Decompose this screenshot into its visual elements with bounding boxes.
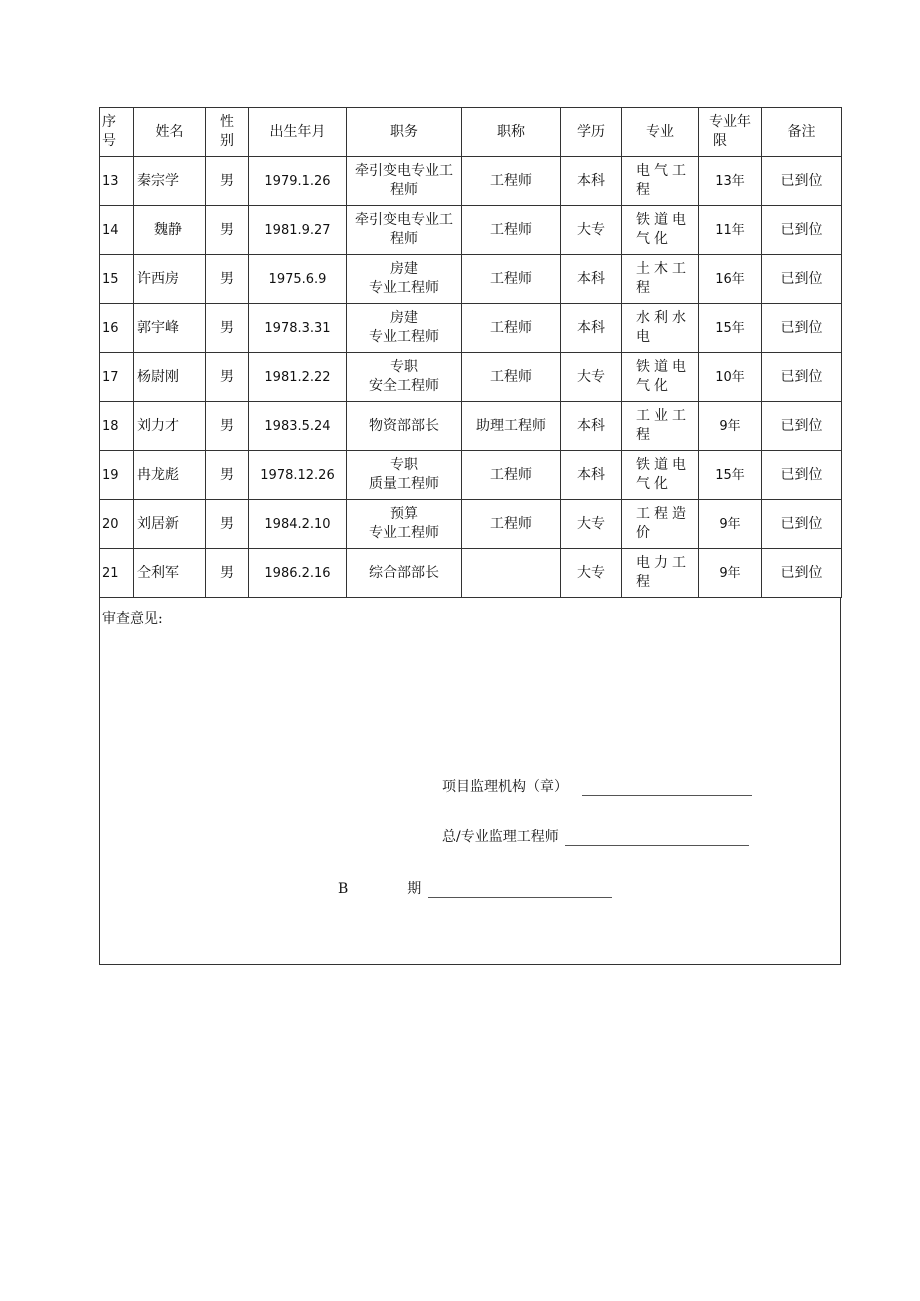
date-suffix: 期 [407,881,422,897]
cell-name: 魏静 [134,206,206,255]
table-row [100,500,842,549]
cell-birth: 1984.2.10 [249,500,347,549]
cell-education: 大专 [561,549,622,598]
cell-name: 刘居新 [134,500,206,549]
cell-position: 房建 专业工程师 [347,255,462,304]
cell-years: 15年 [699,304,762,353]
header-years: 专业年 限 [699,108,762,157]
table-row [100,402,842,451]
date-prefix: B [338,881,349,897]
engineer-label: 总/专业监理工程师 [442,829,559,845]
table-row [100,304,842,353]
header-position: 职务 [347,108,462,157]
cell-major: 铁道电 气化 [622,451,699,500]
table-row [100,255,842,304]
cell-title: 工程师 [462,157,561,206]
cell-birth: 1978.3.31 [249,304,347,353]
cell-years: 13年 [699,157,762,206]
cell-remark: 已到位 [762,500,842,549]
table-row [100,206,842,255]
cell-major: 铁道电 气化 [622,206,699,255]
cell-birth: 1986.2.16 [249,549,347,598]
cell-major: 土木工 程 [622,255,699,304]
header-seq: 序 号 [100,108,134,157]
cell-seq: 16 [100,304,134,353]
cell-name: 郭宇峰 [134,304,206,353]
header-birth: 出生年月 [249,108,347,157]
cell-seq: 14 [100,206,134,255]
cell-birth: 1981.9.27 [249,206,347,255]
cell-seq: 15 [100,255,134,304]
personnel-form [99,107,841,965]
cell-name: 许西房 [134,255,206,304]
cell-major: 电力工 程 [622,549,699,598]
cell-remark: 已到位 [762,255,842,304]
cell-seq: 20 [100,500,134,549]
review-label: 审查意见: [102,611,163,627]
cell-seq: 21 [100,549,134,598]
header-education: 学历 [561,108,622,157]
cell-position: 专职 安全工程师 [347,353,462,402]
cell-major: 工业工 程 [622,402,699,451]
cell-gender: 男 [206,451,249,500]
cell-title: 工程师 [462,255,561,304]
cell-education: 大专 [561,206,622,255]
cell-gender: 男 [206,304,249,353]
cell-position: 预算 专业工程师 [347,500,462,549]
cell-years: 15年 [699,451,762,500]
cell-years: 11年 [699,206,762,255]
cell-seq: 13 [100,157,134,206]
cell-position: 综合部部长 [347,549,462,598]
cell-major: 水利水 电 [622,304,699,353]
cell-title: 工程师 [462,451,561,500]
cell-title: 工程师 [462,304,561,353]
cell-position: 牵引变电专业工 程师 [347,157,462,206]
header-remark: 备注 [762,108,842,157]
cell-name: 杨尉刚 [134,353,206,402]
cell-birth: 1978.12.26 [249,451,347,500]
engineer-signature-blank[interactable] [565,831,749,846]
cell-title: 工程师 [462,353,561,402]
table-header-row [100,108,842,157]
cell-position: 牵引变电专业工 程师 [347,206,462,255]
cell-gender: 男 [206,255,249,304]
cell-title: 工程师 [462,206,561,255]
cell-gender: 男 [206,206,249,255]
cell-years: 9年 [699,402,762,451]
cell-remark: 已到位 [762,549,842,598]
cell-gender: 男 [206,157,249,206]
cell-major: 工程造 价 [622,500,699,549]
cell-name: 冉龙彪 [134,451,206,500]
cell-remark: 已到位 [762,157,842,206]
cell-education: 本科 [561,157,622,206]
table-row [100,157,842,206]
cell-position: 物资部部长 [347,402,462,451]
cell-title: 助理工程师 [462,402,561,451]
table-row [100,549,842,598]
cell-remark: 已到位 [762,451,842,500]
cell-birth: 1981.2.22 [249,353,347,402]
cell-seq: 18 [100,402,134,451]
cell-position: 房建 专业工程师 [347,304,462,353]
date-line [338,878,612,898]
cell-seq: 19 [100,451,134,500]
date-blank[interactable] [428,883,612,898]
cell-gender: 男 [206,402,249,451]
header-major: 专业 [622,108,699,157]
cell-major: 电气工 程 [622,157,699,206]
cell-name: 仝利军 [134,549,206,598]
cell-birth: 1975.6.9 [249,255,347,304]
table-row [100,353,842,402]
cell-remark: 已到位 [762,402,842,451]
cell-education: 大专 [561,353,622,402]
header-gender: 性 别 [206,108,249,157]
cell-major: 铁道电 气化 [622,353,699,402]
cell-name: 秦宗学 [134,157,206,206]
header-title: 职称 [462,108,561,157]
cell-birth: 1979.1.26 [249,157,347,206]
personnel-table [99,107,842,598]
agency-seal-line [442,776,752,796]
review-section [99,598,841,965]
cell-gender: 男 [206,353,249,402]
table-row [100,451,842,500]
agency-seal-label: 项目监理机构（章） [442,779,568,795]
cell-years: 10年 [699,353,762,402]
cell-title: 工程师 [462,500,561,549]
cell-name: 刘力才 [134,402,206,451]
cell-seq: 17 [100,353,134,402]
cell-years: 16年 [699,255,762,304]
agency-seal-blank[interactable] [582,781,752,796]
cell-years: 9年 [699,549,762,598]
cell-remark: 已到位 [762,353,842,402]
cell-education: 本科 [561,304,622,353]
cell-gender: 男 [206,500,249,549]
cell-remark: 已到位 [762,206,842,255]
engineer-line [442,826,749,846]
cell-remark: 已到位 [762,304,842,353]
cell-education: 本科 [561,451,622,500]
cell-education: 大专 [561,500,622,549]
cell-title [462,549,561,598]
cell-birth: 1983.5.24 [249,402,347,451]
cell-position: 专职 质量工程师 [347,451,462,500]
cell-years: 9年 [699,500,762,549]
header-name: 姓名 [134,108,206,157]
cell-education: 本科 [561,255,622,304]
cell-gender: 男 [206,549,249,598]
cell-education: 本科 [561,402,622,451]
